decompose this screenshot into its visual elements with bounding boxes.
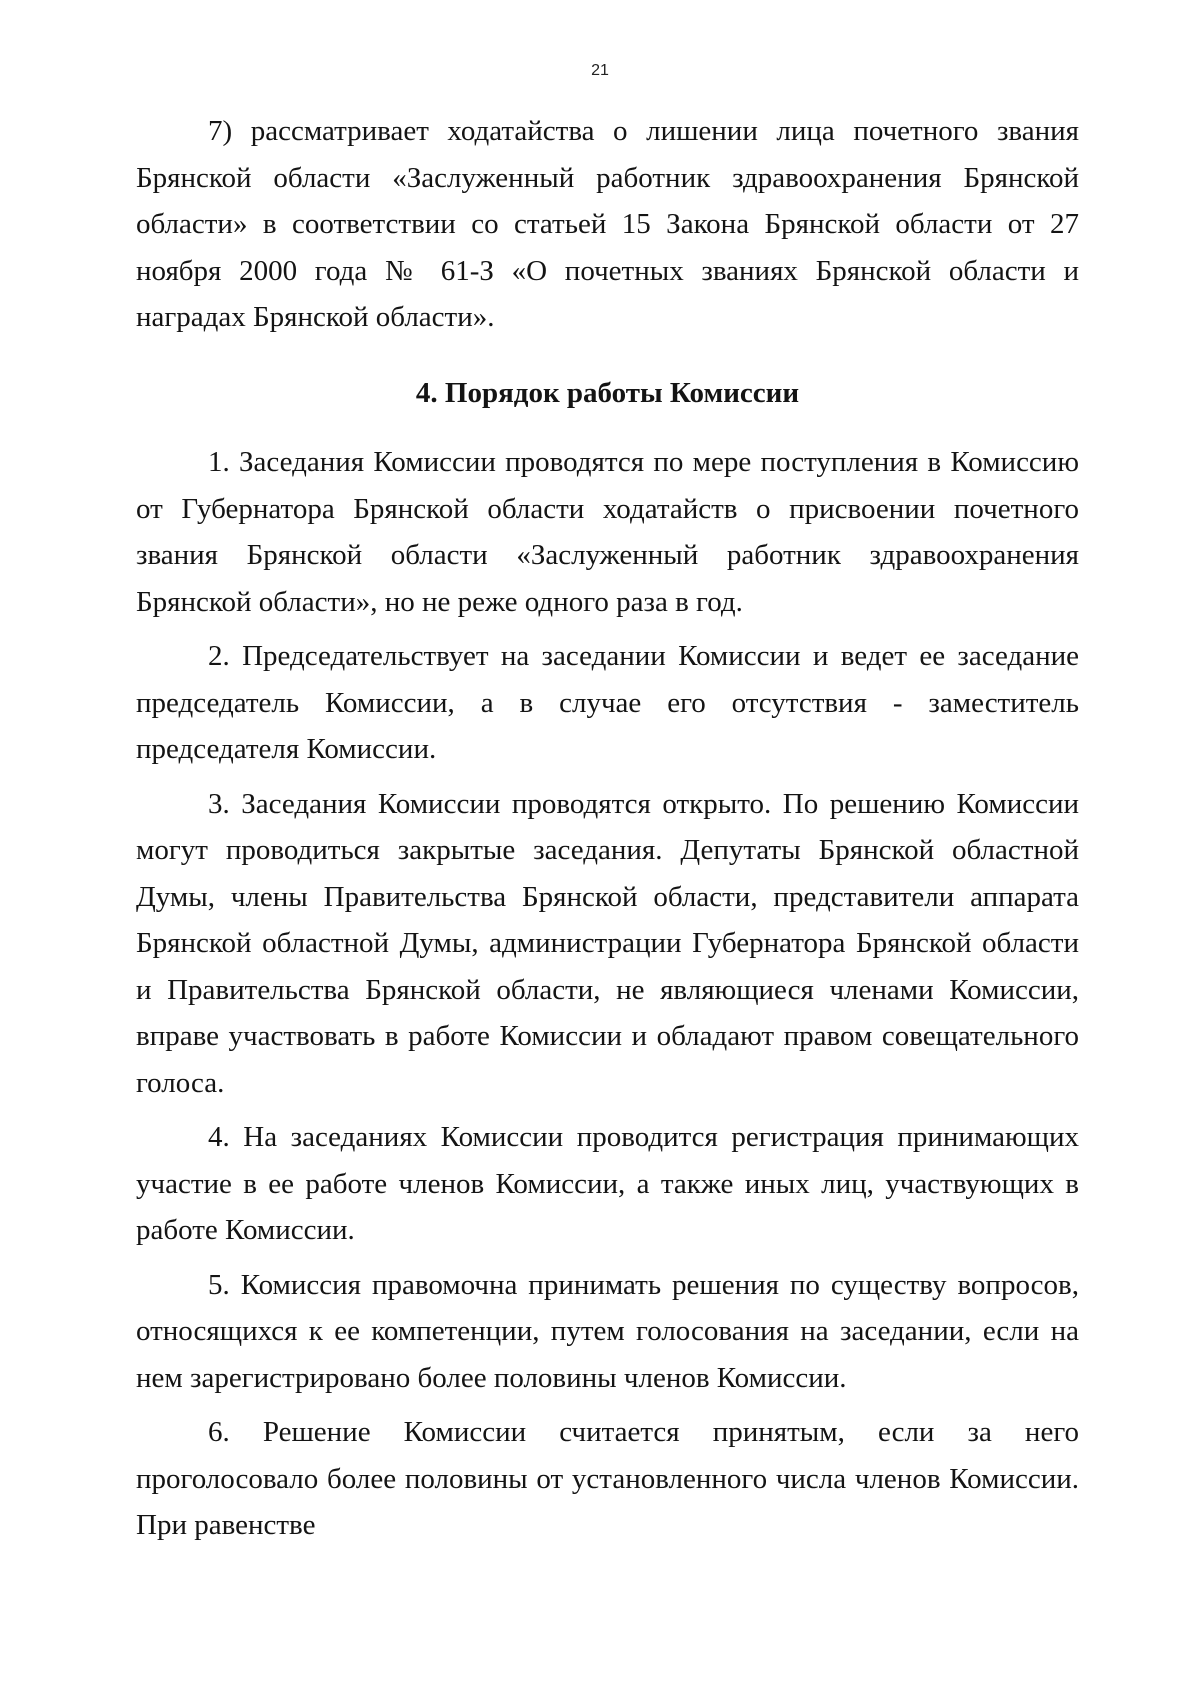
paragraph-2: 2. Председательствует на заседании Комиссии и ведет ее заседание председатель Комиссии, а в случае его отсутствия - заместитель председателя Комиссии. bbox=[136, 640, 1079, 765]
paragraph-1: 1. Заседания Комиссии проводятся по мере поступления в Комиссию от Губернатора Брянской области ходатайств о присвоении почетного звания Брянской области «Заслуженный работник здравоохранения Брянской области», но не реже одного раза в год. bbox=[136, 446, 1079, 618]
document-body bbox=[136, 108, 1079, 1549]
section-title: 4. Порядок работы Комиссии bbox=[415, 376, 800, 409]
page-number: 21 bbox=[591, 62, 609, 79]
paragraph-4: 4. На заседаниях Комиссии проводится регистрация принимающих участие в ее работе членов Комиссии, а также иных лиц, участвующих в работе Комиссии. bbox=[136, 1121, 1079, 1246]
paragraph-6: 6. Решение Комиссии считается принятым, если за него проголосовало более половины от установленного числа членов Комиссии. При равенстве bbox=[136, 1416, 1079, 1541]
paragraph-item-7: 7) рассматривает ходатайства о лишении лица почетного звания Брянской области «Заслуженный работник здравоохранения Брянской области» в соответствии со статьей 15 Закона Брянской области от 27 ноября 2000 года № 61-З «О почетных званиях Брянской области и наградах Брянской области». bbox=[136, 115, 1079, 333]
paragraph-3: 3. Заседания Комиссии проводятся открыто. По решению Комиссии могут проводиться закрытые заседания. Депутаты Брянской областной Думы, члены Правительства Брянской области, представители аппарата Брянской областной Думы, администрации Губернатора Брянской области и Правительства Брянской области, не являющиеся членами Комиссии, вправе участвовать в работе Комиссии и обладают правом совещательного голоса. bbox=[136, 787, 1079, 1099]
paragraph-5: 5. Комиссия правомочна принимать решения по существу вопросов, относящихся к ее компетенции, путем голосования на заседании, если на нем зарегистрировано более половины членов Комиссии. bbox=[136, 1268, 1079, 1394]
